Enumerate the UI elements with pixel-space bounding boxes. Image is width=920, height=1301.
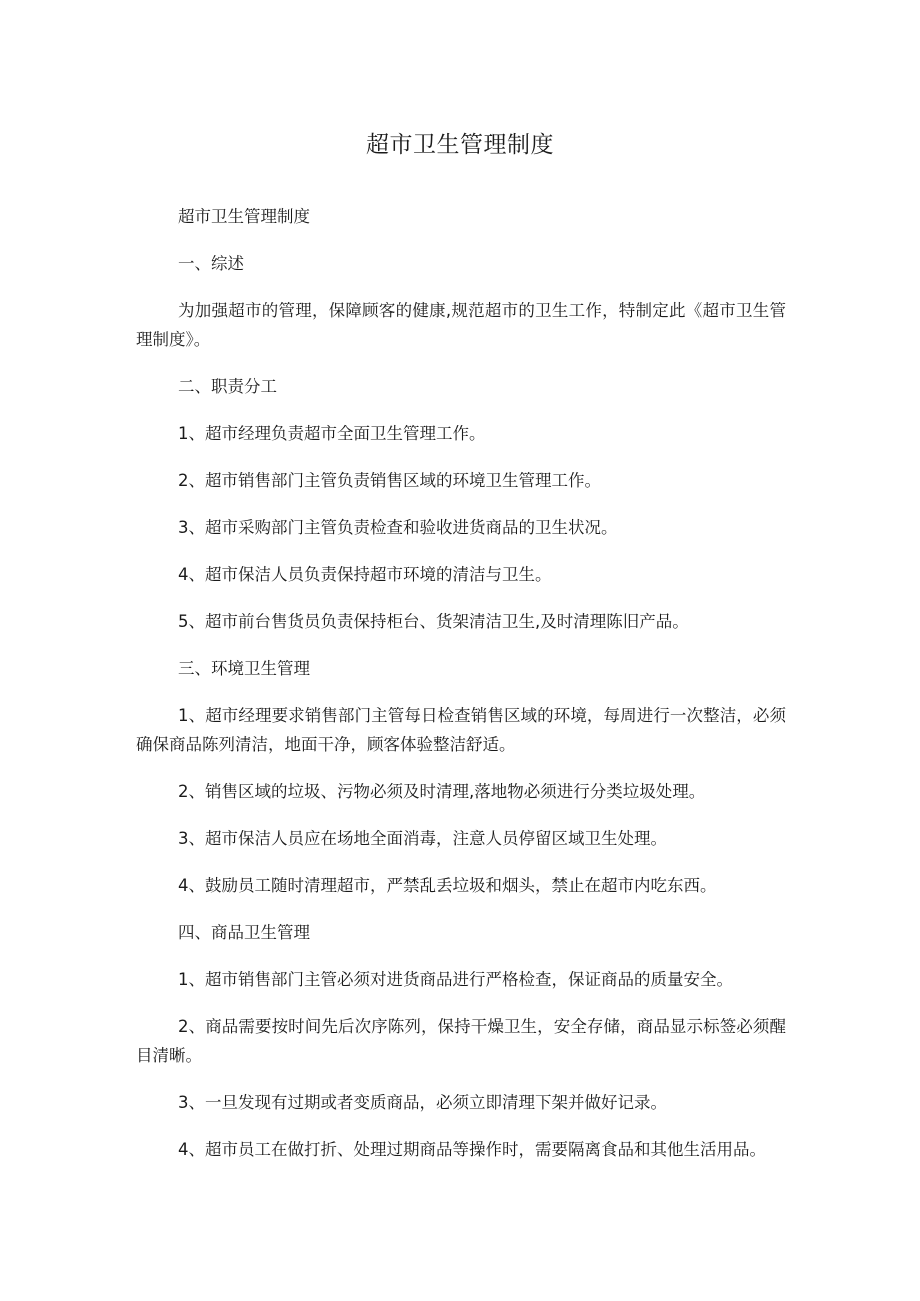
section-heading-environment: 三、环境卫生管理 [178, 659, 310, 678]
list-item: 3、一旦发现有过期或者变质商品，必须立即清理下架并做好记录。 [178, 1093, 667, 1112]
section-heading-goods: 四、商品卫生管理 [178, 923, 310, 942]
paragraph-subtitle: 超市卫生管理制度 [178, 207, 310, 226]
paragraph: 为加强超市的管理，保障顾客的健康,规范超市的卫生工作，特制定此《超市卫生管理制度》。 [136, 301, 786, 349]
list-item: 1、超市经理负责超市全面卫生管理工作。 [178, 424, 486, 443]
section-heading-overview: 一、综述 [178, 254, 244, 273]
document-title: 超市卫生管理制度 [366, 132, 554, 158]
list-item: 2、超市销售部门主管负责销售区域的环境卫生管理工作。 [178, 471, 601, 490]
list-item: 2、商品需要按时间先后次序陈列，保持干燥卫生，安全存储，商品显示标签必须醒目清晰。 [136, 1017, 786, 1065]
list-item: 2、销售区域的垃圾、污物必须及时清理,落地物必须进行分类垃圾处理。 [178, 782, 706, 801]
list-item: 3、超市采购部门主管负责检查和验收进货商品的卫生状况。 [178, 518, 618, 537]
list-item: 4、鼓励员工随时清理超市，严禁乱丢垃圾和烟头，禁止在超市内吃东西。 [178, 876, 717, 895]
list-item: 4、超市保洁人员负责保持超市环境的清洁与卫生。 [178, 565, 552, 584]
list-item: 1、超市经理要求销售部门主管每日检查销售区域的环境，每周进行一次整洁，必须确保商品陈列清洁，地面干净，顾客体验整洁舒适。 [136, 706, 786, 754]
list-item: 4、超市员工在做打折、处理过期商品等操作时，需要隔离食品和其他生活用品。 [178, 1140, 766, 1159]
list-item: 3、超市保洁人员应在场地全面消毒，注意人员停留区域卫生处理。 [178, 829, 667, 848]
document-body [136, 202, 786, 1182]
section-heading-responsibilities: 二、职责分工 [178, 377, 277, 396]
list-item: 5、超市前台售货员负责保持柜台、货架清洁卫生,及时清理陈旧产品。 [178, 612, 689, 631]
list-item: 1、超市销售部门主管必须对进货商品进行严格检查，保证商品的质量安全。 [178, 970, 733, 989]
